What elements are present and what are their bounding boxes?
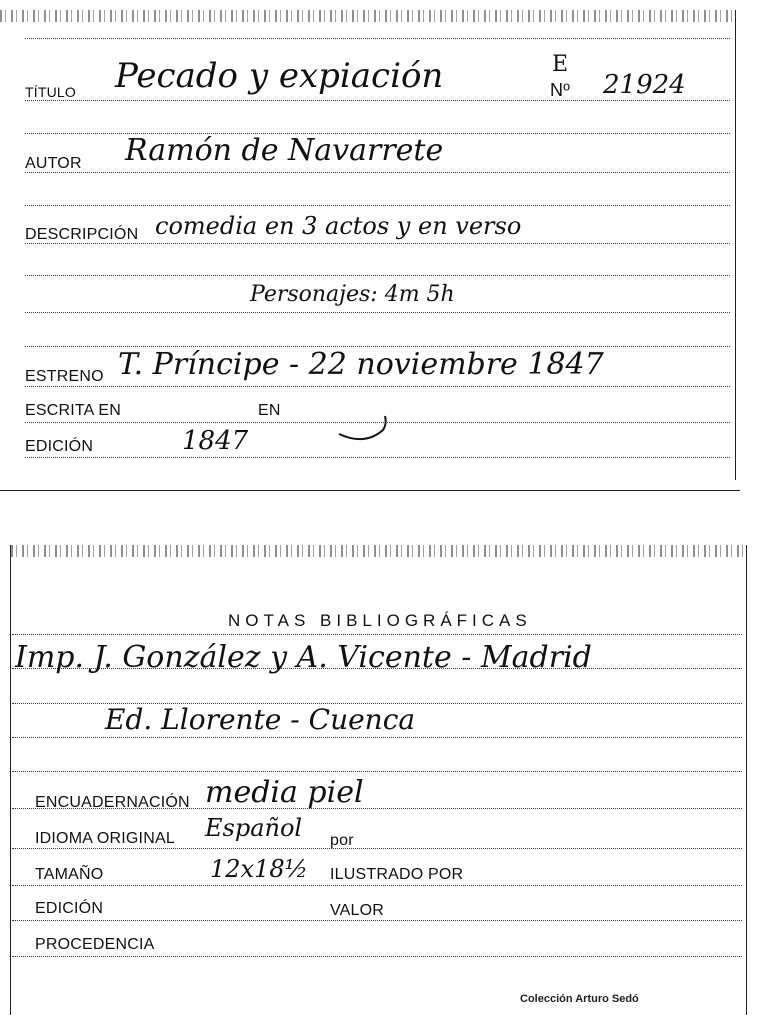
guide-line xyxy=(25,100,730,101)
valor-label: VALOR xyxy=(330,902,385,919)
ilustrado-label: ILUSTRADO POR xyxy=(330,866,464,883)
guide-line xyxy=(12,771,742,772)
guide-line xyxy=(12,848,742,849)
nota-line-1: Imp. J. González y A. Vicente - Madrid xyxy=(15,640,592,675)
estreno-label: ESTRENO xyxy=(25,368,104,385)
encuadernacion-value: media piel xyxy=(205,775,364,810)
numero-value: 21924 xyxy=(603,70,686,100)
guide-line xyxy=(25,312,730,313)
idioma-label: IDIOMA ORIGINAL xyxy=(35,830,175,847)
descripcion-value: comedia en 3 actos y en verso xyxy=(155,212,522,240)
edicion-value: 1847 xyxy=(182,426,249,456)
guide-line xyxy=(12,737,742,738)
guide-line xyxy=(25,38,730,39)
en-label: EN xyxy=(258,402,281,419)
guide-line xyxy=(12,956,742,957)
notas-title: NOTAS BIBLIOGRÁFICAS xyxy=(228,611,532,630)
guide-line xyxy=(25,172,730,173)
titulo-value: Pecado y expiación xyxy=(115,56,444,96)
guide-line xyxy=(12,634,742,635)
escrita-en-label: ESCRITA EN xyxy=(25,402,121,419)
card-edge-top xyxy=(11,545,746,557)
edicion-label-2: EDICIÓN xyxy=(35,900,104,917)
edicion-label: EDICIÓN xyxy=(25,438,94,455)
registro-letter: E xyxy=(552,52,569,77)
por-label: por xyxy=(330,832,354,849)
encuadernacion-label: ENCUADERNACIÓN xyxy=(35,794,190,811)
estreno-value: T. Príncipe - 22 noviembre 1847 xyxy=(118,347,604,382)
tamano-label: TAMAÑO xyxy=(35,866,104,883)
card-edge-top xyxy=(0,10,735,22)
personajes-value: Personajes: 4m 5h xyxy=(250,282,455,307)
guide-line xyxy=(25,275,730,276)
tamano-value: 12x18½ xyxy=(210,855,308,883)
pen-stroke-mark xyxy=(335,412,395,446)
guide-line xyxy=(12,920,742,921)
guide-line xyxy=(25,386,730,387)
guide-line xyxy=(25,457,730,458)
autor-label: AUTOR xyxy=(25,155,82,172)
descripcion-label: DESCRIPCIÓN xyxy=(25,226,139,243)
collection-footer: Colección Arturo Sedó xyxy=(520,993,639,1005)
card-top-bottom-rule xyxy=(0,490,740,491)
titulo-label: TÍTULO xyxy=(25,84,76,100)
autor-value: Ramón de Navarrete xyxy=(125,133,444,168)
guide-line xyxy=(12,885,742,886)
nota-line-2: Ed. Llorente - Cuenca xyxy=(105,703,416,736)
procedencia-label: PROCEDENCIA xyxy=(35,936,155,953)
idioma-value: Español xyxy=(205,814,303,842)
numero-label: Nº xyxy=(550,80,570,100)
guide-line xyxy=(25,205,730,206)
